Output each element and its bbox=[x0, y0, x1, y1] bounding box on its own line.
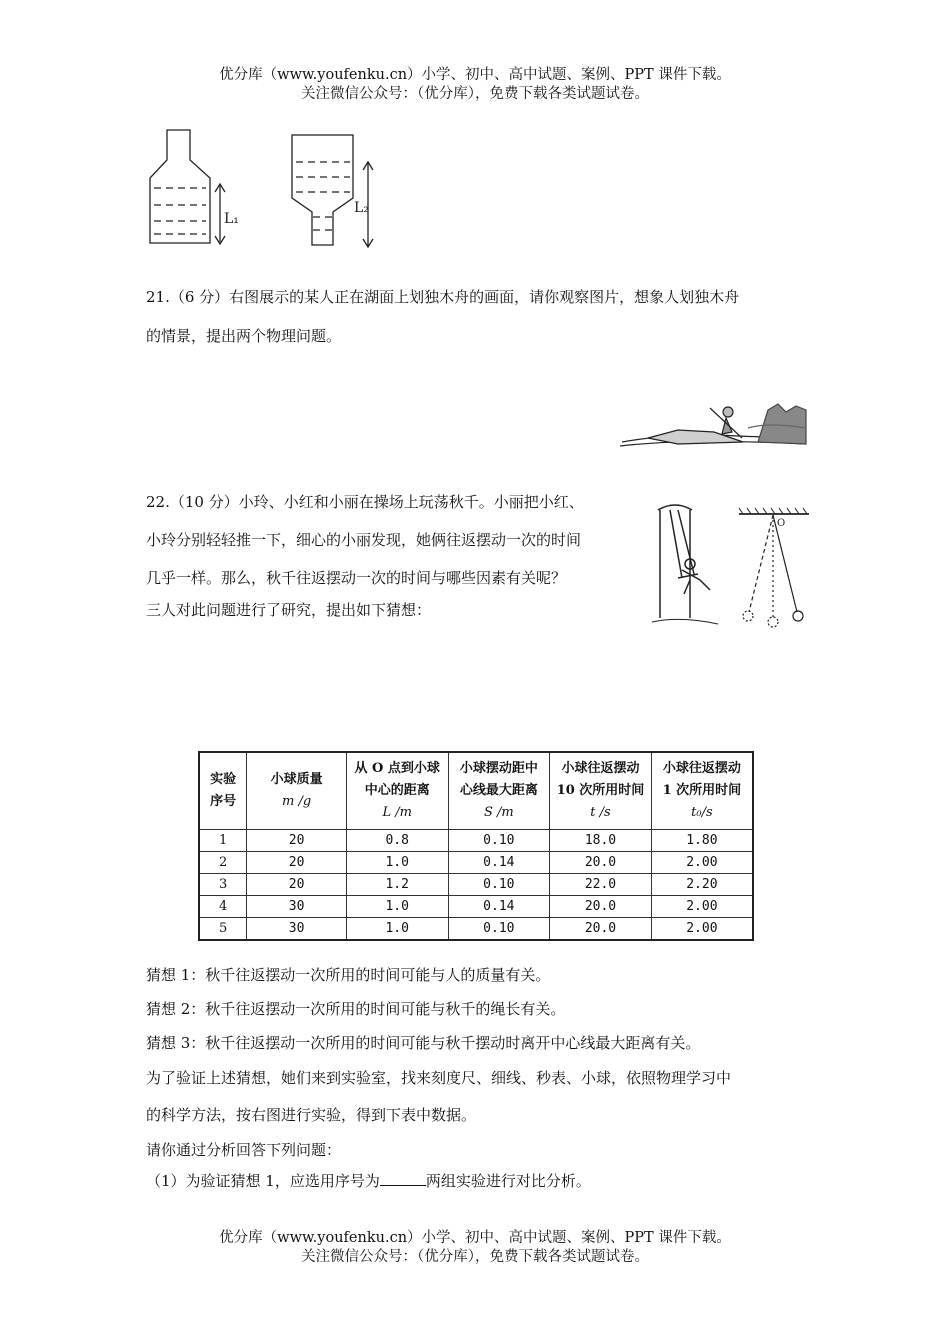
table-cell: 1.2 bbox=[346, 874, 448, 896]
q22-line-1: 22.（10 分）小玲、小红和小丽在操场上玩荡秋千。小丽把小红、 bbox=[146, 493, 584, 511]
pendulum-point-o: O bbox=[777, 518, 786, 529]
footer-line-2: 关注微信公众号：（优分库），免费下载各类试题试卷。 bbox=[301, 1249, 649, 1265]
table-cell: 1 bbox=[199, 830, 247, 852]
label-l2: L₂ bbox=[354, 200, 369, 216]
table-row bbox=[199, 830, 753, 852]
answer-blank[interactable] bbox=[380, 1171, 426, 1186]
table-cell: 2.00 bbox=[651, 896, 753, 918]
table-cell: 2.20 bbox=[651, 874, 753, 896]
header-cell: 小球往返摆动 1 次所用时间 t₀/s bbox=[651, 752, 753, 830]
q21-line-2: 的情景，提出两个物理问题。 bbox=[146, 327, 342, 345]
table-cell: 20.0 bbox=[550, 896, 652, 918]
table-cell: 20 bbox=[247, 830, 347, 852]
method-line-2: 的科学方法，按右图进行实验，得到下表中数据。 bbox=[146, 1106, 477, 1124]
table-cell: 5 bbox=[199, 918, 247, 941]
sub-question-1-suffix: 两组实验进行对比分析。 bbox=[425, 1172, 591, 1190]
table-cell: 0.14 bbox=[448, 896, 550, 918]
q22-line-2: 小玲分别轻轻推一下，细心的小丽发现，她俩往返摆动一次的时间 bbox=[146, 531, 582, 549]
q21-line-1: 21.（6 分）右图展示的某人正在湖面上划独木舟的画面，请你观察图片，想象人划独木舟 bbox=[146, 288, 740, 306]
header-cell: 小球摆动距中 心线最大距离 S /m bbox=[448, 752, 550, 830]
header-line-2: 关注微信公众号：（优分库），免费下载各类试题试卷。 bbox=[301, 86, 649, 102]
q22-line-3: 几乎一样。那么，秋千往返摆动一次的时间与哪些因素有关呢？ bbox=[146, 569, 567, 587]
table-cell: 20.0 bbox=[550, 918, 652, 941]
sub-question-1 bbox=[146, 1170, 591, 1191]
table-cell: 0.14 bbox=[448, 852, 550, 874]
header-cell: 从 O 点到小球 中心的距离 L /m bbox=[346, 752, 448, 830]
guess-3: 猜想 3：秋千往返摆动一次所用的时间可能与秋千摆动时离开中心线最大距离有关。 bbox=[146, 1034, 701, 1052]
table-row bbox=[199, 918, 753, 941]
table-cell: 0.10 bbox=[448, 874, 550, 896]
table-cell: 18.0 bbox=[550, 830, 652, 852]
header-line-1: 优分库（www.youfenku.cn）小学、初中、高中试题、案例、PPT 课件下载。 bbox=[219, 67, 731, 83]
table-cell: 0.10 bbox=[448, 830, 550, 852]
table-cell: 1.0 bbox=[346, 896, 448, 918]
header-cell: 小球质量 m /g bbox=[247, 752, 347, 830]
table-cell: 0.8 bbox=[346, 830, 448, 852]
table-cell: 22.0 bbox=[550, 874, 652, 896]
table-row bbox=[199, 896, 753, 918]
canoe-picture bbox=[618, 398, 808, 460]
table-row bbox=[199, 874, 753, 896]
table-cell: 20.0 bbox=[550, 852, 652, 874]
page-footer bbox=[0, 1229, 950, 1267]
pendulum-picture bbox=[735, 506, 815, 631]
table-cell: 1.0 bbox=[346, 918, 448, 941]
footer-line-1: 优分库（www.youfenku.cn）小学、初中、高中试题、案例、PPT 课件下载。 bbox=[219, 1230, 731, 1246]
data-table bbox=[198, 751, 754, 941]
table-cell: 2.00 bbox=[651, 852, 753, 874]
table-header-row bbox=[199, 752, 753, 830]
table-cell: 2 bbox=[199, 852, 247, 874]
header-cell: 实验 序号 bbox=[199, 752, 247, 830]
table-cell: 20 bbox=[247, 874, 347, 896]
bottle-figure bbox=[140, 120, 400, 255]
table-cell: 20 bbox=[247, 852, 347, 874]
swing-picture bbox=[650, 498, 720, 630]
table-cell: 30 bbox=[247, 918, 347, 941]
table-cell: 3 bbox=[199, 874, 247, 896]
table-row bbox=[199, 852, 753, 874]
sub-question-1-prefix: （1）为验证猜想 1，应选用序号为 bbox=[146, 1172, 380, 1190]
guess-2: 猜想 2：秋千往返摆动一次所用的时间可能与秋千的绳长有关。 bbox=[146, 1000, 566, 1018]
table-cell: 0.10 bbox=[448, 918, 550, 941]
method-line-1: 为了验证上述猜想，她们来到实验室，找来刻度尺、细线、秒表、小球，依照物理学习中 bbox=[146, 1069, 732, 1087]
table-cell: 4 bbox=[199, 896, 247, 918]
page-header bbox=[0, 66, 950, 104]
guess-1: 猜想 1：秋千往返摆动一次所用的时间可能与人的质量有关。 bbox=[146, 966, 551, 984]
table-cell: 1.0 bbox=[346, 852, 448, 874]
table-cell: 1.80 bbox=[651, 830, 753, 852]
table-cell: 30 bbox=[247, 896, 347, 918]
label-l1: L₁ bbox=[224, 211, 239, 227]
table-cell: 2.00 bbox=[651, 918, 753, 941]
header-cell: 小球往返摆动 10 次所用时间 t /s bbox=[550, 752, 652, 830]
q22-line-4: 三人对此问题进行了研究，提出如下猜想： bbox=[146, 601, 432, 619]
instruction-line: 请你通过分析回答下列问题： bbox=[146, 1141, 342, 1159]
